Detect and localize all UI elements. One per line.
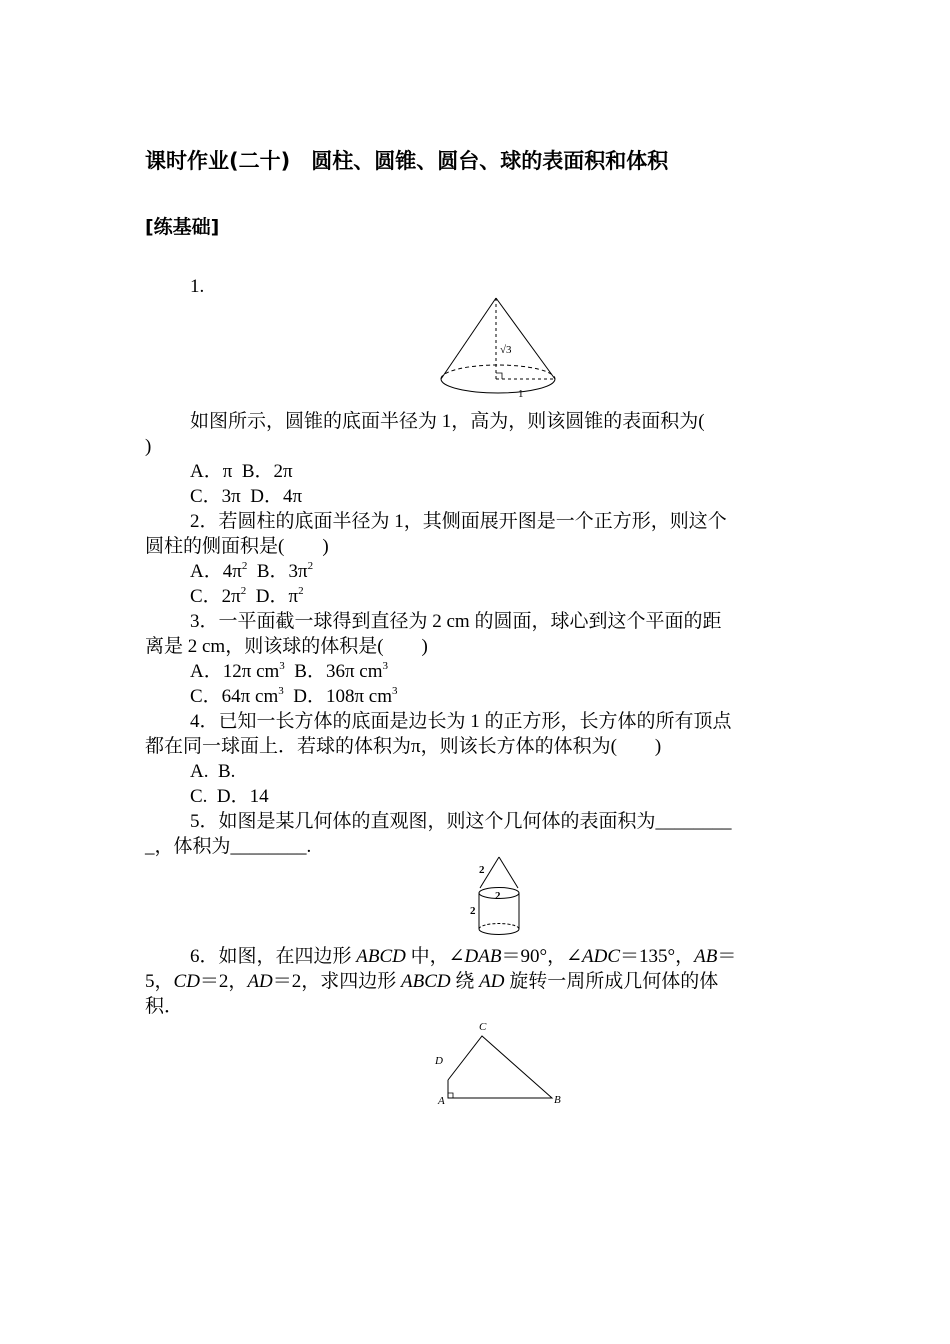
q1-options-cd: C．3π D．4π <box>190 486 303 507</box>
q3-stem-line2: 离是 2 cm，则该球的体积是( ) <box>145 636 428 657</box>
cone-height-label: √3 <box>500 344 512 356</box>
quadrilateral-outline <box>448 1036 552 1098</box>
q4-stem-line1: 4．已知一长方体的底面是边长为 1 的正方形，长方体的所有顶点 <box>190 711 732 732</box>
q5-stem-line1: 5．如图是某几何体的直观图，则这个几何体的表面积为________ <box>190 811 732 832</box>
q4-options-cd: C. D．14 <box>190 786 269 807</box>
q2-stem-line2: 圆柱的侧面积是( ) <box>145 536 329 557</box>
vertex-d-label: D <box>435 1055 443 1067</box>
cone-base-back <box>441 365 555 379</box>
vertex-b-label: B <box>554 1094 561 1106</box>
top-cone-right-edge <box>499 857 518 888</box>
q1-options-ab: A．π B．2π <box>190 461 293 482</box>
cone-cylinder-figure <box>470 856 530 940</box>
vertex-a-label: A <box>438 1095 445 1107</box>
q1-stem-line1: 如图所示，圆锥的底面半径为 1，高为，则该圆锥的表面积为( <box>190 411 705 432</box>
cone-figure <box>438 295 558 405</box>
q1-stem-line2: ) <box>145 436 152 457</box>
q3-options-cd: C．64π $cm^3$ D．108π $cm^3$ <box>190 685 398 707</box>
q2-stem-line1: 2．若圆柱的底面半径为 1，其侧面展开图是一个正方形，则这个 <box>190 511 727 532</box>
vertex-c-label: C <box>479 1021 487 1033</box>
quadrilateral-right-angle <box>448 1093 453 1098</box>
q2-options-ab: A．$4\pi^2$ B．$3\pi^2$ <box>190 560 314 582</box>
cylinder-bottom-back <box>479 924 519 930</box>
q2-options-cd: C．$2\pi^2$ D．$\pi^2$ <box>190 585 304 607</box>
q5-stem-line2: _，体积为________. <box>145 836 312 857</box>
q1-number: 1. <box>190 276 205 297</box>
q4-stem-line2: 都在同一球面上．若球的体积为π，则该长方体的体积为( ) <box>145 736 662 757</box>
cone-base-front <box>441 379 555 393</box>
q6-stem-line2: 5，CD＝2，AD＝2，求四边形 ABCD 绕 AD 旋转一周所成几何体的体 <box>145 971 719 992</box>
quadrilateral-figure <box>434 1016 574 1112</box>
page-title: 课时作业(二十) 圆柱、圆锥、圆台、球的表面积和体积 <box>145 149 669 173</box>
q3-stem-line1: 3．一平面截一球得到直径为 2 cm 的圆面，球心到这个平面的距 <box>190 611 722 632</box>
cylinder-diameter-label: 2 <box>495 890 501 902</box>
cone-slant-label: 2 <box>479 864 485 876</box>
cone-right-angle <box>496 373 502 379</box>
cylinder-height-label: 2 <box>470 905 476 917</box>
cone-right-edge <box>496 298 555 379</box>
q6-stem-line1: 6．如图，在四边形 ABCD 中，∠DAB＝90°，∠ADC＝135°，AB＝ <box>190 946 737 967</box>
q3-options-ab: A．12π $cm^3$ B．36π $cm^3$ <box>190 660 389 682</box>
cylinder-bottom-front <box>479 929 519 935</box>
q6-stem-line3: 积． <box>145 996 184 1017</box>
q4-options-ab: A. B. <box>190 761 236 782</box>
cone-radius-label: 1 <box>518 388 524 400</box>
section-heading: [练基础] <box>145 216 220 238</box>
